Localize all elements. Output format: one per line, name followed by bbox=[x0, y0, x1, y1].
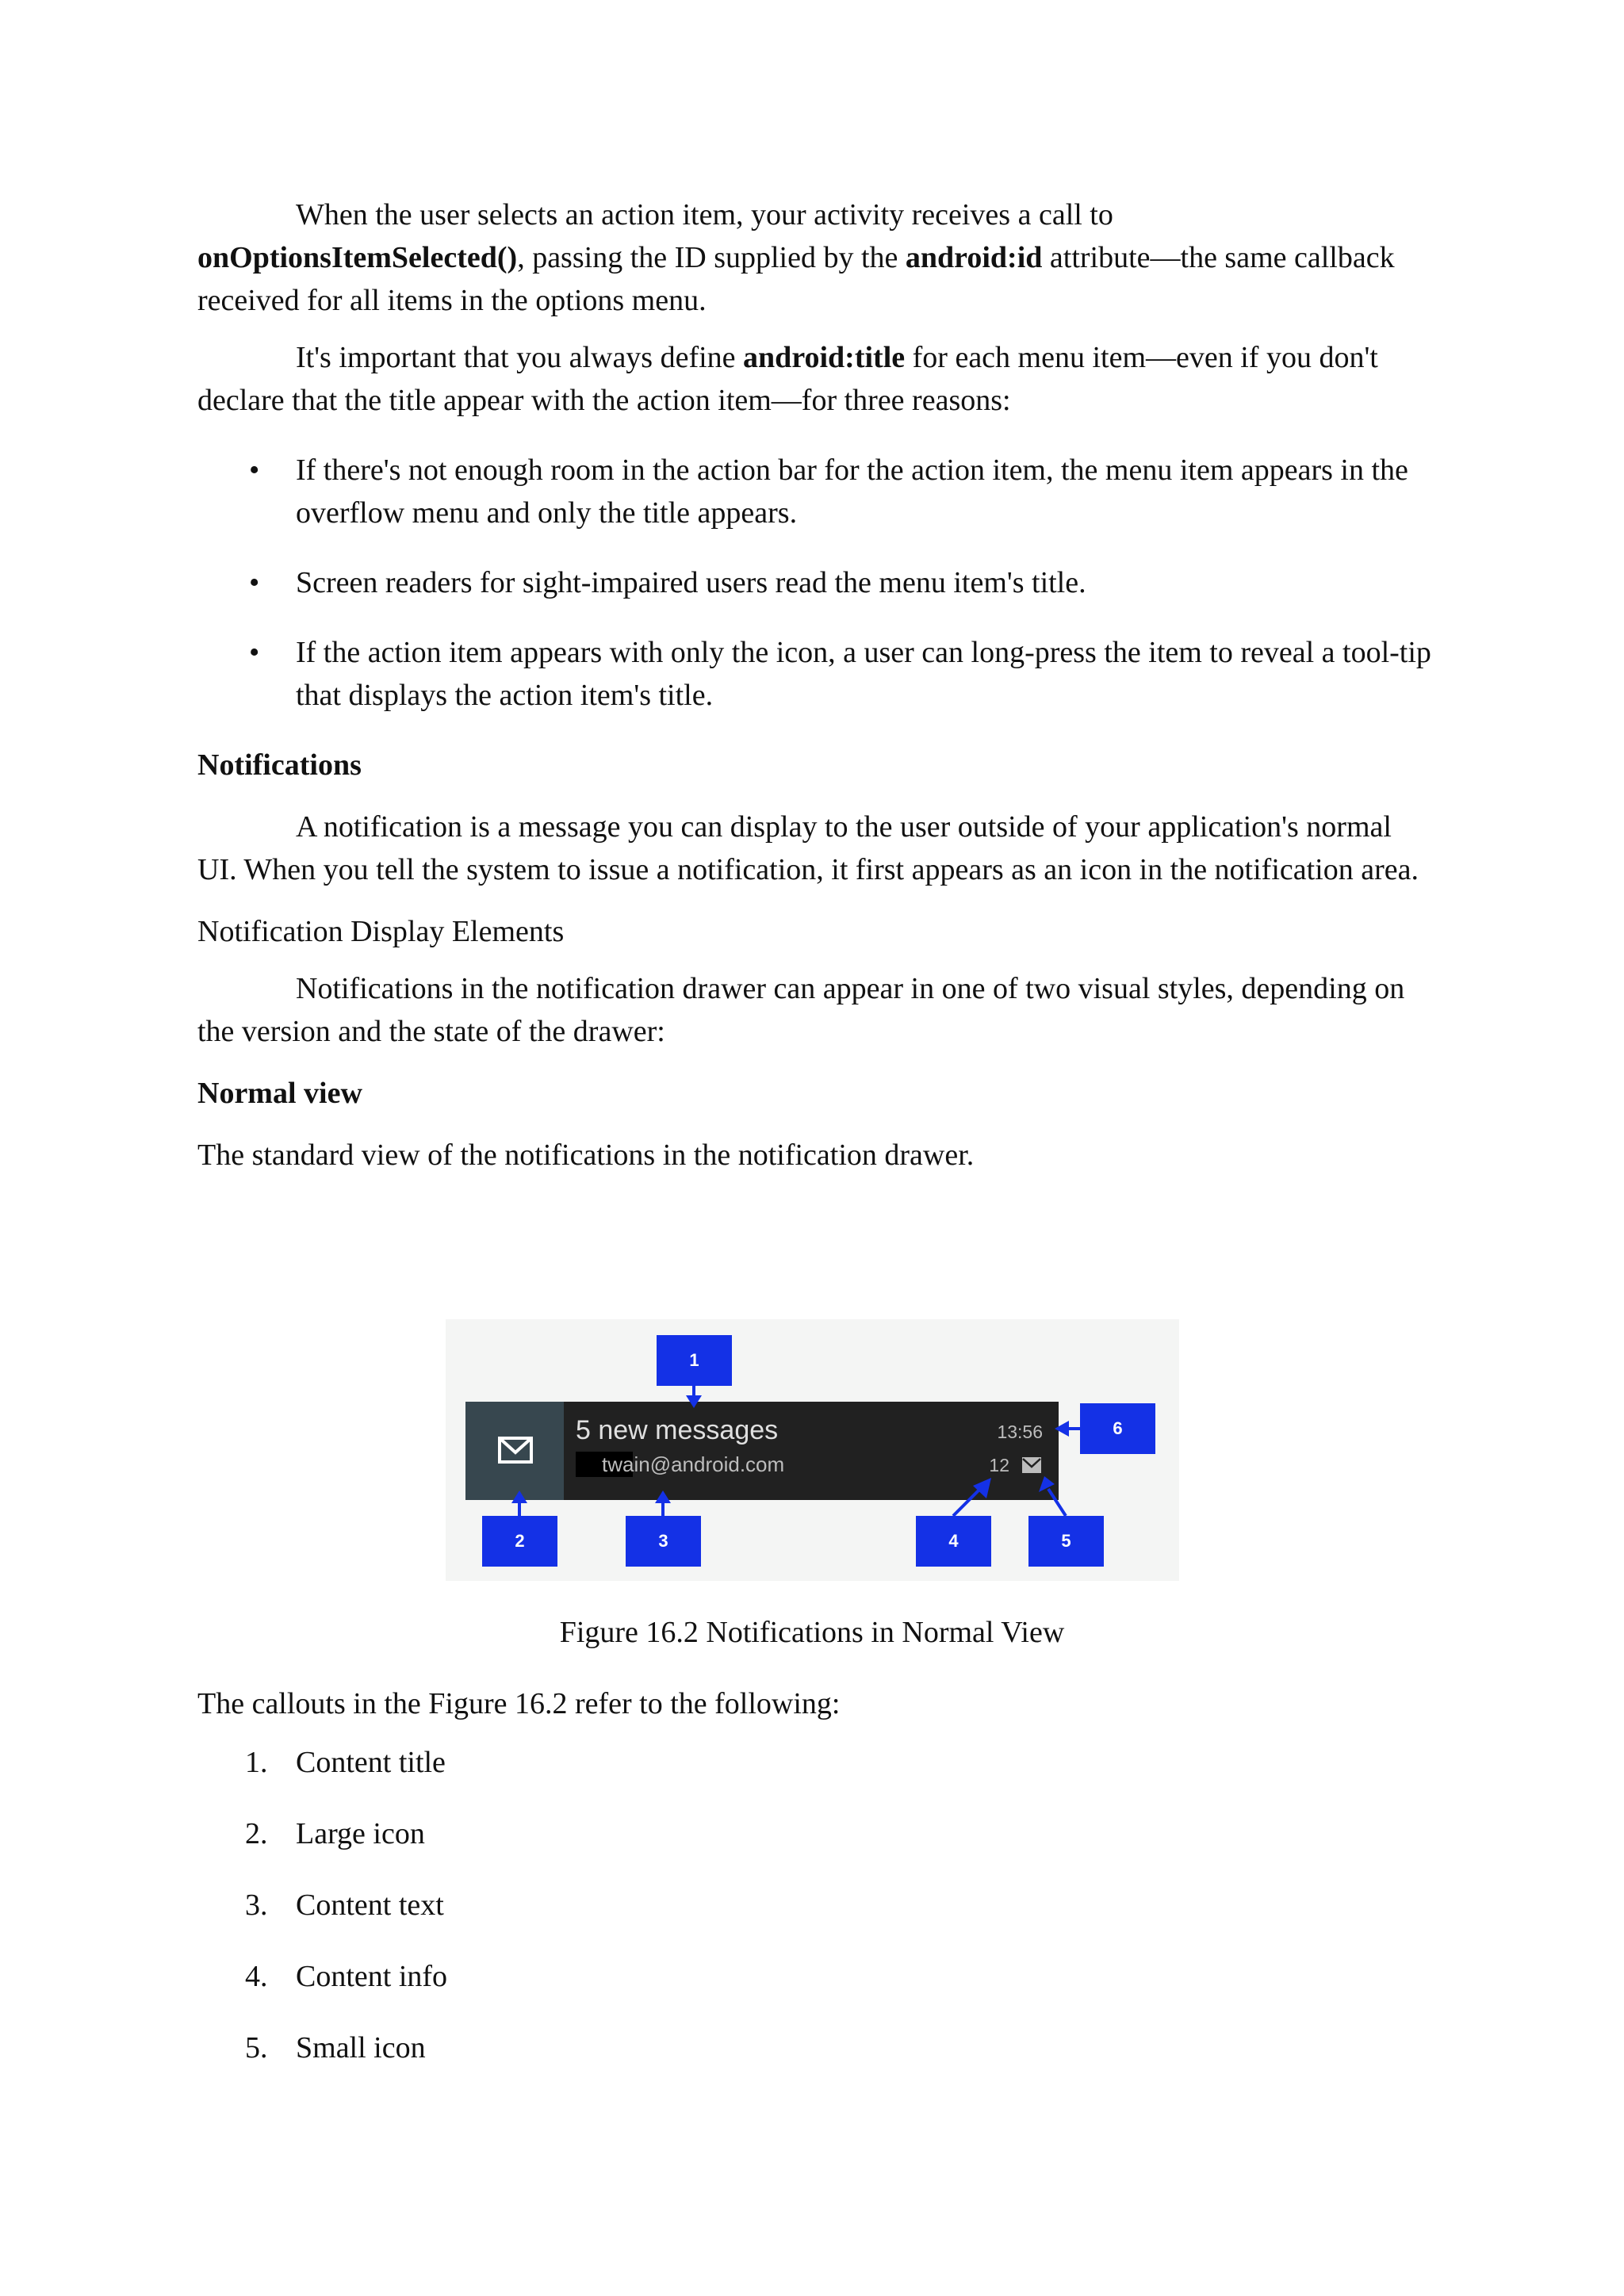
code-onOptionsItemSelected: onOptionsItemSelected() bbox=[197, 241, 518, 274]
list-item: 4. Content info bbox=[245, 1960, 448, 1993]
paragraph-title-importance: It's important that you always define android:title for each menu item—even if you don't declare that the title appear with the action item—for three reasons: bbox=[197, 341, 1378, 417]
callout-6: 6 bbox=[1080, 1403, 1155, 1454]
paragraph-normal-view: The standard view of the notifications in the notification drawer. bbox=[197, 1138, 975, 1172]
list-item: • If the action item appears with only the icon, a user can long-press the item to reveal a tool-tip that displays the action item's title. bbox=[197, 631, 1434, 717]
timestamp: 13:56 bbox=[997, 1422, 1043, 1442]
callout-3: 3 bbox=[626, 1516, 701, 1567]
callout-list bbox=[197, 1741, 1434, 2069]
figure-caption: Figure 16.2 Notifications in Normal View bbox=[559, 1616, 1065, 1649]
list-item: • Screen readers for sight-impaired users read the menu item's title. bbox=[197, 561, 1434, 604]
paragraph-visual-styles: Notifications in the notification drawer can appear in one of two visual styles, depending on the version and the state of the drawer: bbox=[197, 972, 1405, 1048]
content-title: 5 new messages bbox=[576, 1415, 779, 1445]
list-item: • If there's not enough room in the action bar for the action item, the menu item appears in the overflow menu and only the title appears. bbox=[197, 449, 1434, 534]
bullet: • bbox=[249, 636, 260, 669]
callout-intro: The callouts in the Figure 16.2 refer to the following: bbox=[197, 1687, 841, 1720]
list-item: 3. Content text bbox=[245, 1888, 444, 1922]
paragraph-action-item: When the user selects an action item, your activity receives a call to onOptionsItemSelected(), passing the ID supplied by the android:id attribute—the same callback received for all items in the options menu. bbox=[197, 198, 1395, 317]
callout-1: 1 bbox=[657, 1335, 732, 1386]
bullet: • bbox=[249, 453, 260, 487]
callout-5: 5 bbox=[1028, 1516, 1104, 1567]
paragraph-notification-definition: A notification is a message you can display to the user outside of your application's normal UI. When you tell the system to issue a notification, it first appears as an icon in the notification area. bbox=[197, 810, 1419, 886]
content-info: 12 bbox=[989, 1455, 1009, 1475]
callout-2: 2 bbox=[482, 1516, 557, 1567]
main-text bbox=[197, 193, 1434, 1177]
list-item: 1. Content title bbox=[245, 1746, 446, 1779]
subheading-normal-view: Normal view bbox=[197, 1077, 362, 1110]
notification-figure bbox=[446, 1319, 1179, 1581]
bullet: • bbox=[249, 566, 260, 599]
section-heading-notifications: Notifications bbox=[197, 748, 362, 782]
callout-4: 4 bbox=[916, 1516, 991, 1567]
list-item: 2. Large icon bbox=[245, 1817, 425, 1850]
subheading-display-elements: Notification Display Elements bbox=[197, 915, 565, 948]
callout-explanation bbox=[197, 1682, 1434, 2098]
content-text: twain@android.com bbox=[576, 1452, 784, 1477]
reasons-list bbox=[197, 449, 1434, 717]
code-android-id: android:id bbox=[905, 241, 1043, 274]
list-item: 5. Small icon bbox=[245, 2031, 426, 2064]
code-android-title: android:title bbox=[743, 341, 906, 374]
